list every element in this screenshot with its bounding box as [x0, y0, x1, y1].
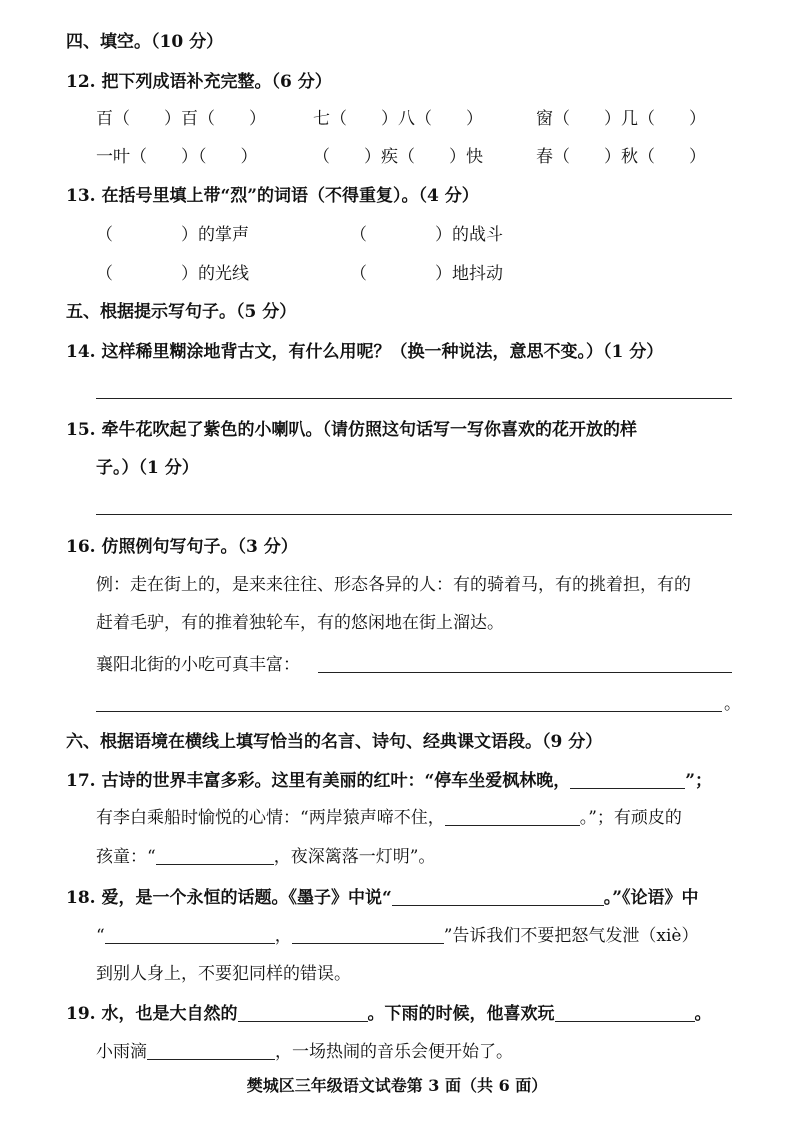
q13-prompt: 13. 在括号里填上带“烈”的词语（不得重复）。（4 分）: [66, 186, 479, 206]
section-5-title: 五、根据提示写句子。（5 分）: [66, 302, 297, 322]
lie-word-3: （ ）的光线: [96, 264, 249, 284]
q17-text-6: ，夜深篱落一灯明”。: [273, 847, 436, 867]
q15-prompt-line2: 子。）（1 分）: [96, 458, 199, 478]
q18-blank-3[interactable]: [292, 925, 444, 944]
q18-text-2: 。”《论语》中: [603, 888, 699, 908]
q19-text-5: ，一场热闹的音乐会便开始了。: [275, 1042, 513, 1062]
q18-line3: 到别人身上，不要犯同样的错误。: [96, 964, 351, 984]
section-4-title: 四、填空。（10 分）: [66, 32, 224, 52]
q16-answer-line-2[interactable]: [96, 711, 722, 712]
q12-prompt: 12. 把下列成语补充完整。（6 分）: [66, 72, 332, 92]
q19-text-3: 。: [694, 1004, 712, 1024]
q19-text-1: 19. 水，也是大自然的: [66, 1004, 238, 1024]
q18-text-3: “: [96, 926, 105, 946]
q17-text-5: 孩童：“: [96, 847, 156, 867]
q19-line2: [96, 1040, 513, 1064]
q14-prompt: 14. 这样稀里糊涂地背古文，有什么用呢？（换一种说法，意思不变。）（1 分）: [66, 342, 664, 362]
q16-example-line1: 例：走在街上的，是来来往往、形态各异的人：有的骑着马，有的挑着担，有的: [96, 575, 691, 595]
q16-lead-text: 襄阳北街的小吃可真丰富：: [96, 655, 300, 675]
idiom-6: 春（ ）秋（ ）: [536, 147, 706, 167]
section-6-title: 六、根据语境在横线上填写恰当的名言、诗句、经典课文语段。（9 分）: [66, 732, 603, 752]
q19-line1: [66, 1002, 712, 1026]
q18-line2: [96, 924, 698, 948]
q19-blank-3[interactable]: [147, 1041, 275, 1060]
lie-word-2: （ ）的战斗: [350, 225, 503, 245]
q19-text-4: 小雨滴: [96, 1042, 147, 1062]
q19-blank-2[interactable]: [555, 1003, 695, 1022]
q18-text-4: ，: [274, 926, 292, 946]
idiom-5: （ ）疾（ ）快: [313, 147, 483, 167]
q17-line3: [96, 845, 435, 869]
idiom-1: 百（ ）百（ ）: [96, 109, 266, 129]
q17-blank-3[interactable]: [156, 846, 274, 865]
q18-line1: [66, 886, 699, 910]
q19-text-2: 。下雨的时候，他喜欢玩: [367, 1004, 555, 1024]
idiom-4: 一叶（ ）（ ）: [96, 147, 258, 167]
q14-answer-line[interactable]: [96, 398, 732, 399]
q19-blank-1[interactable]: [238, 1003, 368, 1022]
q16-prompt: 16. 仿照例句写句子。（3 分）: [66, 537, 298, 557]
idiom-3: 窗（ ）几（ ）: [536, 109, 706, 129]
q18-text-5: ”告诉我们不要把怒气发泄（xiè）: [443, 926, 699, 946]
q17-blank-1[interactable]: [570, 770, 685, 789]
q18-text-1: 18. 爱，是一个永恒的话题。《墨子》中说“: [66, 888, 392, 908]
q16-answer-line-1[interactable]: [318, 672, 732, 673]
q17-line1: [66, 769, 712, 793]
q17-text-4: 。”；有顽皮的: [579, 808, 682, 828]
q15-prompt-line1: 15. 牵牛花吹起了紫色的小喇叭。（请仿照这句话写一写你喜欢的花开放的样: [66, 420, 637, 440]
q17-line2: [96, 806, 682, 830]
lie-word-4: （ ）地抖动: [350, 264, 503, 284]
q18-blank-2[interactable]: [105, 925, 275, 944]
lie-word-1: （ ）的掌声: [96, 225, 249, 245]
q16-example-line2: 赶着毛驴，有的推着独轮车，有的悠闲地在街上溜达。: [96, 613, 504, 633]
q15-answer-line[interactable]: [96, 514, 732, 515]
q17-blank-2[interactable]: [445, 807, 580, 826]
q18-blank-1[interactable]: [392, 887, 604, 906]
q16-end-period: 。: [724, 694, 741, 714]
idiom-2: 七（ ）八（ ）: [313, 109, 483, 129]
q17-text-2: ”；: [685, 771, 713, 791]
q17-text-1: 17. 古诗的世界丰富多彩。这里有美丽的红叶：“停车坐爱枫林晚，: [66, 771, 571, 791]
q17-text-3: 有李白乘船时愉悦的心情：“两岸猿声啼不住，: [96, 808, 445, 828]
page-footer: 樊城区三年级语文试卷第 3 面（共 6 面）: [246, 1076, 548, 1095]
